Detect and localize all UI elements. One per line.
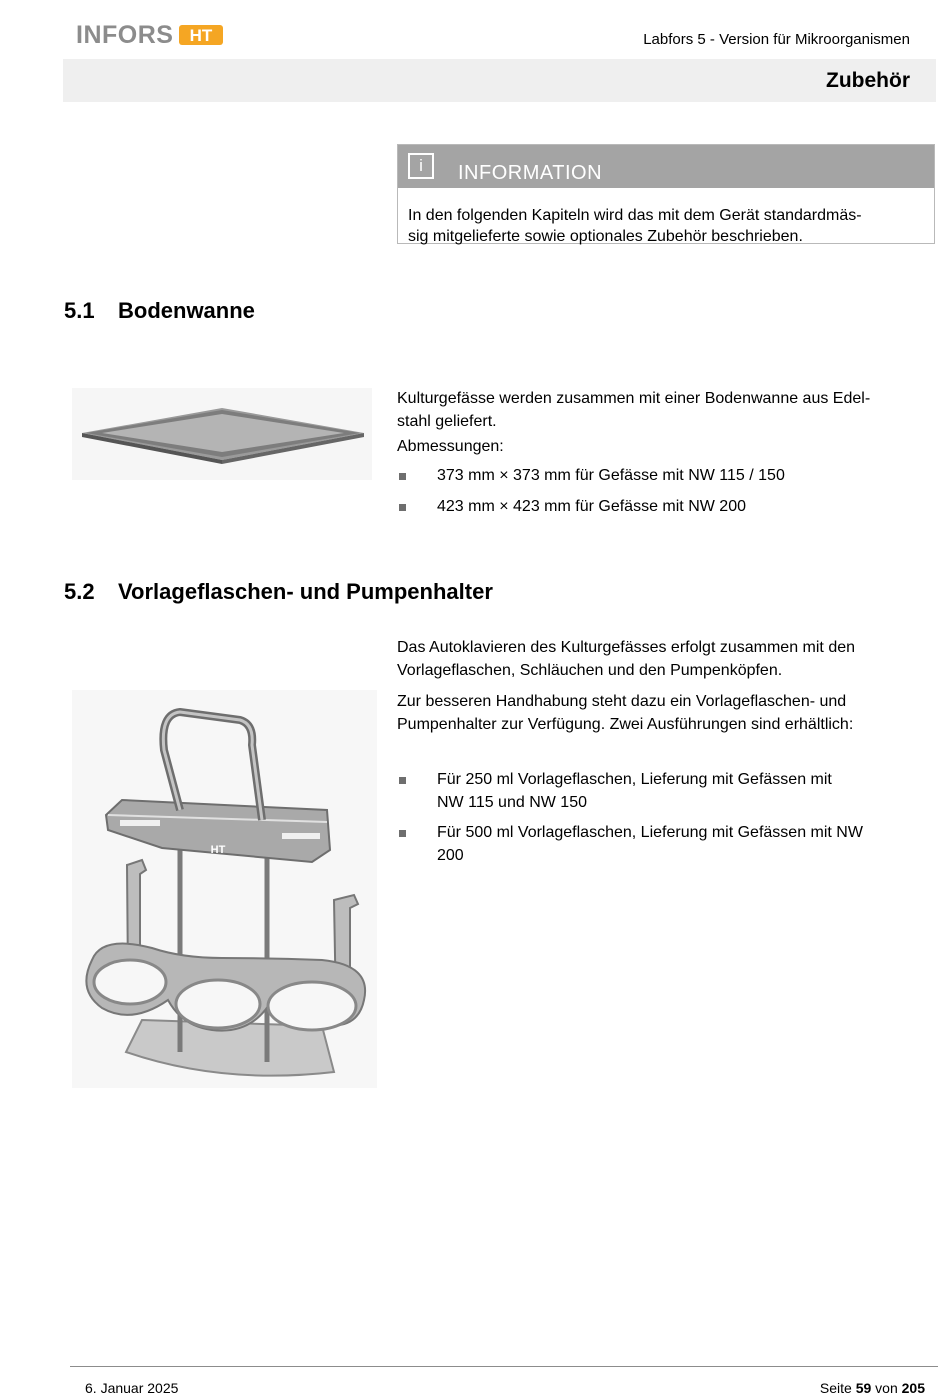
- bullet-square-icon: [399, 504, 406, 511]
- bullet-square-icon: [399, 473, 406, 480]
- section-5-1-description: [397, 387, 937, 458]
- infors-ht-logo: [76, 21, 223, 49]
- footer-date: 6. Januar 2025: [85, 1380, 179, 1396]
- document-title: Labfors 5 - Version für Mikroorganismen: [643, 31, 910, 48]
- information-box-header: [398, 145, 934, 188]
- section-heading-bodenwanne: [64, 298, 255, 324]
- chapter-bar: [63, 59, 936, 102]
- page-number: Seite 59 von 205: [819, 1380, 925, 1396]
- information-title: INFORMATION: [458, 162, 603, 184]
- bullet-square-icon: [399, 777, 406, 784]
- list-item: 423 mm × 423 mm für Gefässe mit NW 200: [397, 495, 937, 518]
- information-text: [408, 205, 928, 247]
- section-number: 5.2: [64, 579, 95, 604]
- total-pages: 205: [901, 1380, 925, 1396]
- list-item: 373 mm × 373 mm für Gefässe mit NW 115 / 150: [397, 464, 937, 487]
- chapter-title: Zubehör: [826, 69, 910, 92]
- section-5-2-paragraph-2: [397, 690, 937, 736]
- paragraph-line: Das Autoklavieren des Kulturgefässes erfolgt zusammen mit den: [397, 639, 856, 656]
- bullet-square-icon: [399, 830, 406, 837]
- logo-mark-text: HT: [190, 26, 213, 45]
- bottle-holder-image: [72, 690, 377, 1088]
- paragraph-line: Pumpenhalter zur Verfügung. Zwei Ausführungen sind erhältlich:: [397, 716, 854, 733]
- bottle-holder-icon: [72, 690, 377, 1088]
- dimensions-list: [397, 464, 937, 518]
- list-item: Für 500 ml Vorlageflaschen, Lieferung mit Gefässen mit NW 200: [397, 821, 937, 867]
- section-title: Bodenwanne: [118, 298, 255, 323]
- info-icon: i: [408, 153, 434, 179]
- section-5-2-paragraph-1: [397, 636, 937, 682]
- paragraph-line: stahl geliefert.: [397, 413, 497, 430]
- holder-ht-label: HT: [210, 844, 226, 856]
- tray-image: [72, 388, 372, 480]
- paragraph-line: Vorlageflaschen, Schläuchen und den Pumpenköpfen.: [397, 662, 783, 679]
- current-page: 59: [855, 1380, 872, 1396]
- paragraph-line: Kulturgefässe werden zusammen mit einer Bodenwanne aus Edel-: [397, 390, 871, 407]
- variants-list: [397, 768, 937, 867]
- section-heading-vorlageflaschen: [64, 579, 493, 605]
- information-text-line: sig mitgelieferte sowie optionales Zubehör beschrieben.: [408, 228, 803, 245]
- section-number: 5.1: [64, 298, 95, 323]
- paragraph-line: Zur besseren Handhabung steht dazu ein Vorlageflaschen- und: [397, 693, 847, 710]
- information-text-line: In den folgenden Kapiteln wird das mit dem Gerät standardmäs-: [408, 207, 862, 224]
- footer-divider: [70, 1366, 938, 1367]
- logo-text: INFORS: [76, 20, 174, 49]
- dimensions-label: Abmessungen:: [397, 438, 504, 455]
- section-title: Vorlageflaschen- und Pumpenhalter: [118, 579, 493, 604]
- list-item: Für 250 ml Vorlageflaschen, Lieferung mit Gefässen mit NW 115 und NW 150: [397, 768, 937, 814]
- logo-ht-mark-icon: [179, 23, 223, 47]
- tray-icon: [72, 388, 372, 480]
- information-box: [397, 144, 935, 244]
